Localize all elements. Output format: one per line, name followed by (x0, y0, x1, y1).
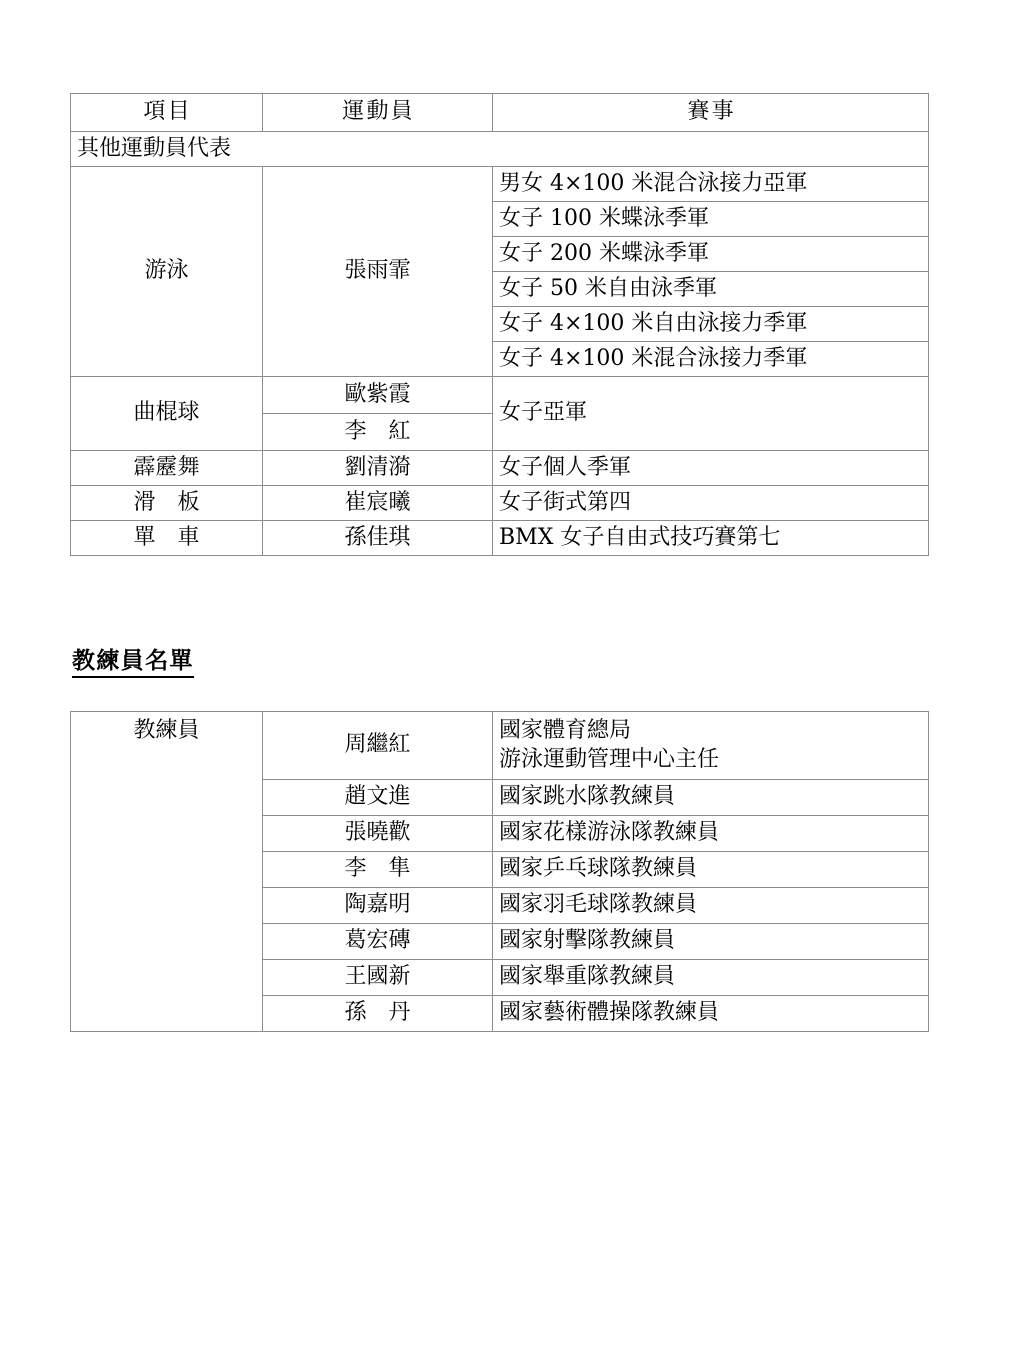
event-cell: 女子 200 米蝶泳季軍 (493, 237, 929, 272)
coach-title-cell: 國家舉重隊教練員 (493, 960, 929, 996)
coaches-table (70, 711, 929, 1032)
event-cell: 女子街式第四 (493, 486, 929, 521)
table-row (71, 486, 929, 521)
coach-title-line-1: 國家體育總局 (499, 717, 632, 743)
athlete-cell: 劉清漪 (263, 451, 493, 486)
athletes-table (70, 93, 929, 556)
event-cell: 女子 50 米自由泳季軍 (493, 272, 929, 307)
sport-cell-hockey: 曲棍球 (71, 377, 263, 451)
coach-title-cell: 國家羽毛球隊教練員 (493, 888, 929, 924)
table-row (71, 451, 929, 486)
column-header-athlete: 運動員 (263, 94, 493, 132)
athlete-cell: 歐紫霞 (263, 377, 493, 414)
athlete-cell: 孫佳琪 (263, 521, 493, 556)
coaches-section-heading: 教練員名單 (72, 648, 194, 678)
event-cell: 女子 100 米蝶泳季軍 (493, 202, 929, 237)
sport-cell: 霹靂舞 (71, 451, 263, 486)
coach-title-line-2: 游泳運動管理中心主任 (499, 746, 720, 772)
athlete-cell-swimming: 張雨霏 (263, 167, 493, 377)
coach-title-cell (493, 712, 929, 780)
coach-name-cell: 陶嘉明 (263, 888, 493, 924)
coach-name-cell: 孫 丹 (263, 996, 493, 1032)
event-cell: 女子 4×100 米混合泳接力季軍 (493, 342, 929, 377)
coach-name-cell: 周繼紅 (263, 712, 493, 780)
coach-name-cell: 葛宏磚 (263, 924, 493, 960)
coach-name-cell: 趙文進 (263, 780, 493, 816)
coach-name-cell: 李 隼 (263, 852, 493, 888)
section-note-row (71, 132, 929, 167)
table-row (71, 167, 929, 202)
table-row (71, 521, 929, 556)
event-cell: 男女 4×100 米混合泳接力亞軍 (493, 167, 929, 202)
section-note-cell: 其他運動員代表 (71, 132, 929, 167)
coach-group-label: 教練員 (71, 712, 263, 1032)
table-row (71, 712, 929, 780)
event-cell-hockey: 女子亞軍 (493, 377, 929, 451)
column-header-event: 賽事 (493, 94, 929, 132)
coach-name-cell: 張曉歡 (263, 816, 493, 852)
event-cell: 女子 4×100 米自由泳接力季軍 (493, 307, 929, 342)
athlete-cell: 崔宸曦 (263, 486, 493, 521)
athlete-cell: 李 紅 (263, 414, 493, 451)
sport-cell-swimming: 游泳 (71, 167, 263, 377)
event-cell: 女子個人季軍 (493, 451, 929, 486)
sport-cell: 單 車 (71, 521, 263, 556)
event-cell: BMX 女子自由式技巧賽第七 (493, 521, 929, 556)
table-row (71, 377, 929, 414)
coach-title-cell: 國家射擊隊教練員 (493, 924, 929, 960)
coach-title-cell: 國家花樣游泳隊教練員 (493, 816, 929, 852)
coach-title-cell: 國家藝術體操隊教練員 (493, 996, 929, 1032)
sport-cell: 滑 板 (71, 486, 263, 521)
coach-title-cell: 國家跳水隊教練員 (493, 780, 929, 816)
coach-title-cell: 國家乒乓球隊教練員 (493, 852, 929, 888)
column-header-item: 項目 (71, 94, 263, 132)
coach-name-cell: 王國新 (263, 960, 493, 996)
table-header-row (71, 94, 929, 132)
